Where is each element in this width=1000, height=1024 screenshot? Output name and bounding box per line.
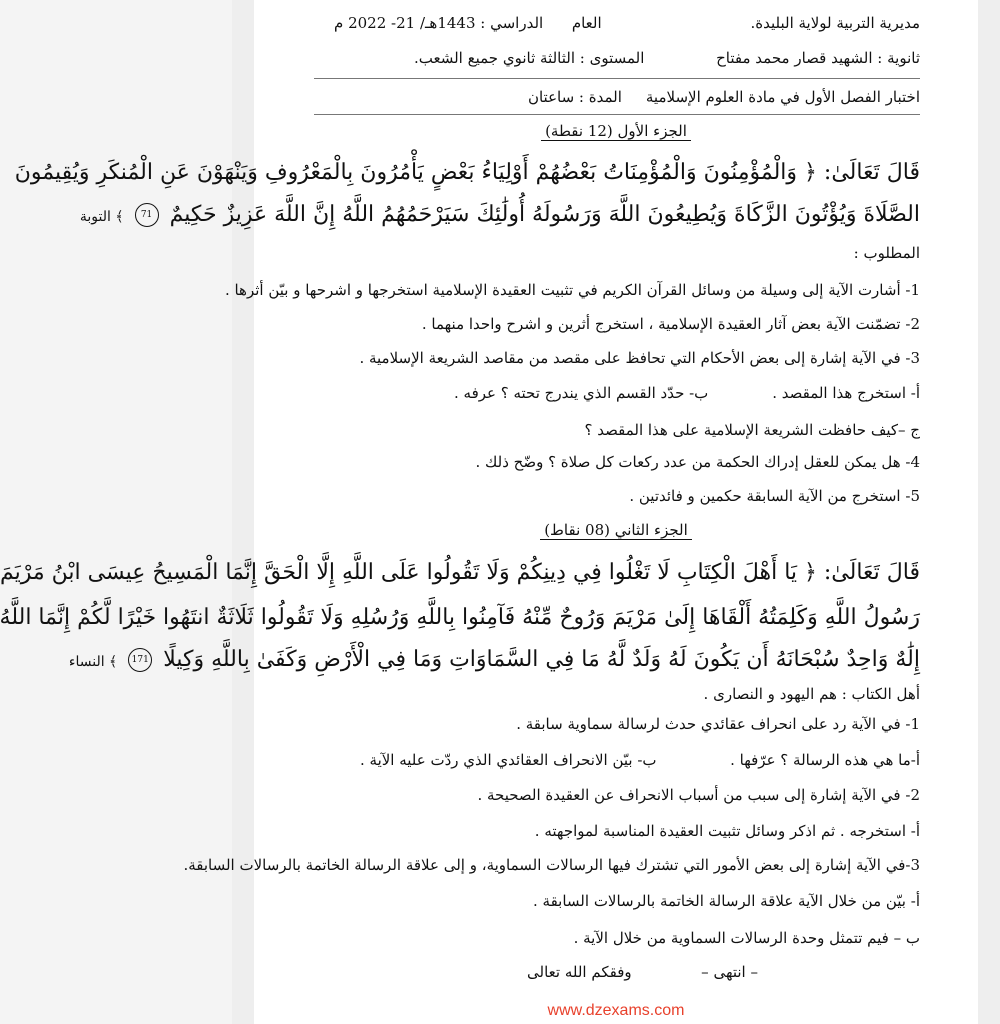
part2-title: الجزء الثاني (08 نقاط) (254, 521, 978, 539)
part1-verse-text2: الصَّلَاةَ وَيُؤْتُونَ الزَّكَاةَ وَيُطِيعُونَ اللَّهَ وَرَسُولَهُ أُولَٰئِكَ سَيَرْحَمُهُمُ اللَّهُ إِنَّ اللَّهَ عَزِيزٌ حَكِيمٌ (169, 202, 920, 227)
exam-title: اختبار الفصل الأول في مادة العلوم الإسلامية (645, 88, 920, 106)
part1-q3c: ج –كيف حافظت الشريعة الإسلامية على هذا المقصد ؟ (584, 421, 920, 439)
part2-note: أهل الكتاب : هم اليهود و النصارى . (703, 685, 920, 703)
closing-end: – انتهى – (701, 963, 758, 981)
part1-verse-line2 (79, 200, 920, 232)
header-row-2 (334, 49, 920, 67)
duration: المدة : ساعتان (527, 88, 622, 106)
part2-q1a: أ-ما هي هذه الرسالة ؟ عرّفها . (730, 751, 920, 769)
part1-verse-line1: قَالَ تَعَالَىٰ: ﴿ وَالْمُؤْمِنُونَ وَالْمُؤْمِنَاتُ بَعْضُهُمْ أَوْلِيَاءُ بَعْضٍ يَأْمُرُونَ بِالْمَعْرُوفِ وَيَنْهَوْنَ عَنِ الْمُنكَرِ وَيُقِيمُونَ (14, 160, 920, 185)
part1-q3a: أ- استخرج هذا المقصد . (772, 384, 920, 402)
part2-q3: 3-في الآية إشارة إلى بعض الأمور التي تشترك فيها الرسالات السماوية، و إلى علاقة الرسالة الخاتمة بالرسالات السابقة. (183, 856, 920, 874)
header-row-3 (334, 88, 920, 106)
year-value: الدراسي : 1443هـ/ 21- 2022 م (334, 14, 544, 32)
ayah-number-icon: 171 (128, 648, 152, 672)
part2-q1-subs (294, 750, 920, 770)
part2-surah: ﴾ النساء (68, 654, 118, 670)
header-divider-2 (314, 114, 920, 115)
part1-surah: ﴾ التوبة (79, 209, 124, 225)
part1-q2: 2- تضمّنت الآية بعض آثار العقيدة الإسلامية ، استخرج أثرين و اشرح واحدا منهما . (421, 315, 920, 333)
part1-q5: 5- استخرج من الآية السابقة حكمين و فائدتين . (629, 487, 920, 505)
part2-q2a: أ- استخرجه . ثم اذكر وسائل تثبيت العقيدة المناسبة لمواجهته . (534, 822, 920, 840)
header-divider (314, 78, 920, 79)
part2-verse-line2: رَسُولُ اللَّهِ وَكَلِمَتُهُ أَلْقَاهَا إِلَىٰ مَرْيَمَ وَرُوحٌ مِّنْهُ فَآمِنُوا بِاللَّهِ وَرُسُلِهِ وَلَا تَقُولُوا ثَلَاثَةٌ انتَهُوا خَيْرًا لَّكُمْ إِنَّمَا اللَّهُ (0, 605, 920, 630)
year-label: العام (571, 14, 602, 32)
part2-verse-line3 (68, 645, 920, 677)
header-row-1 (334, 14, 920, 32)
closing-wish: وفقكم الله تعالى (527, 963, 632, 981)
ayah-number-icon: 71 (135, 203, 159, 227)
part1-required: المطلوب : (853, 244, 920, 262)
school-year (334, 14, 602, 32)
part2-q1: 1- في الآية رد على انحراف عقائدي حدث لرسالة سماوية سابقة . (516, 715, 920, 733)
part1-title: الجزء الأول (12 نقطة) (254, 122, 978, 140)
footer-site-link[interactable]: www.dzexams.com (547, 1002, 685, 1019)
part1-q1: 1- أشارت الآية إلى وسيلة من وسائل القرآن الكريم في تثبيت العقيدة الإسلامية استخرجها و اشرحها و بيّن أثرها . (224, 281, 920, 299)
part1-q3-subs (454, 383, 920, 403)
part2-q3a: أ- بيّن من خلال الآية علاقة الرسالة الخاتمة بالرسالات السابقة . (533, 892, 920, 910)
part2-q1b: ب- بيّن الانحراف العقائدي الذي ردّت عليه الآية . (360, 751, 657, 769)
level: المستوى : الثالثة ثانوي جميع الشعب. (414, 49, 645, 67)
school-name: ثانوية : الشهيد قصار محمد مفتاح (716, 49, 920, 67)
part2-verse-line1: قَالَ تَعَالَىٰ: ﴿ يَا أَهْلَ الْكِتَابِ لَا تَغْلُوا فِي دِينِكُمْ وَلَا تَقُولُوا عَلَى اللَّهِ إِلَّا الْحَقَّ إِنَّمَا الْمَسِيحُ عِيسَى ابْنُ مَرْيَمَ (0, 560, 920, 585)
part1-q4: 4- هل يمكن للعقل إدراك الحكمة من عدد ركعات كل صلاة ؟ وضّح ذلك . (475, 453, 920, 471)
closing-row (294, 962, 758, 982)
part2-q2: 2- في الآية إشارة إلى سبب من أسباب الانحراف عن العقيدة الصحيحة . (477, 786, 920, 804)
directorate: مديرية التربية لولاية البليدة. (750, 14, 920, 32)
part2-q3b: ب – فيم تتمثل وحدة الرسالات السماوية من خلال الآية . (573, 929, 920, 947)
part1-q3b: ب- حدّد القسم الذي يندرج تحته ؟ عرفه . (454, 384, 709, 402)
part2-verse-text3: إِلَٰهٌ وَاحِدٌ سُبْحَانَهُ أَن يَكُونَ لَهُ وَلَدٌ لَّهُ مَا فِي السَّمَاوَاتِ وَمَا فِي الْأَرْضِ وَكَفَىٰ بِاللَّهِ وَكِيلًا (163, 647, 920, 672)
part1-q3: 3- في الآية إشارة إلى بعض الأحكام التي تحافظ على مقصد من مقاصد الشريعة الإسلامية . (359, 349, 920, 367)
